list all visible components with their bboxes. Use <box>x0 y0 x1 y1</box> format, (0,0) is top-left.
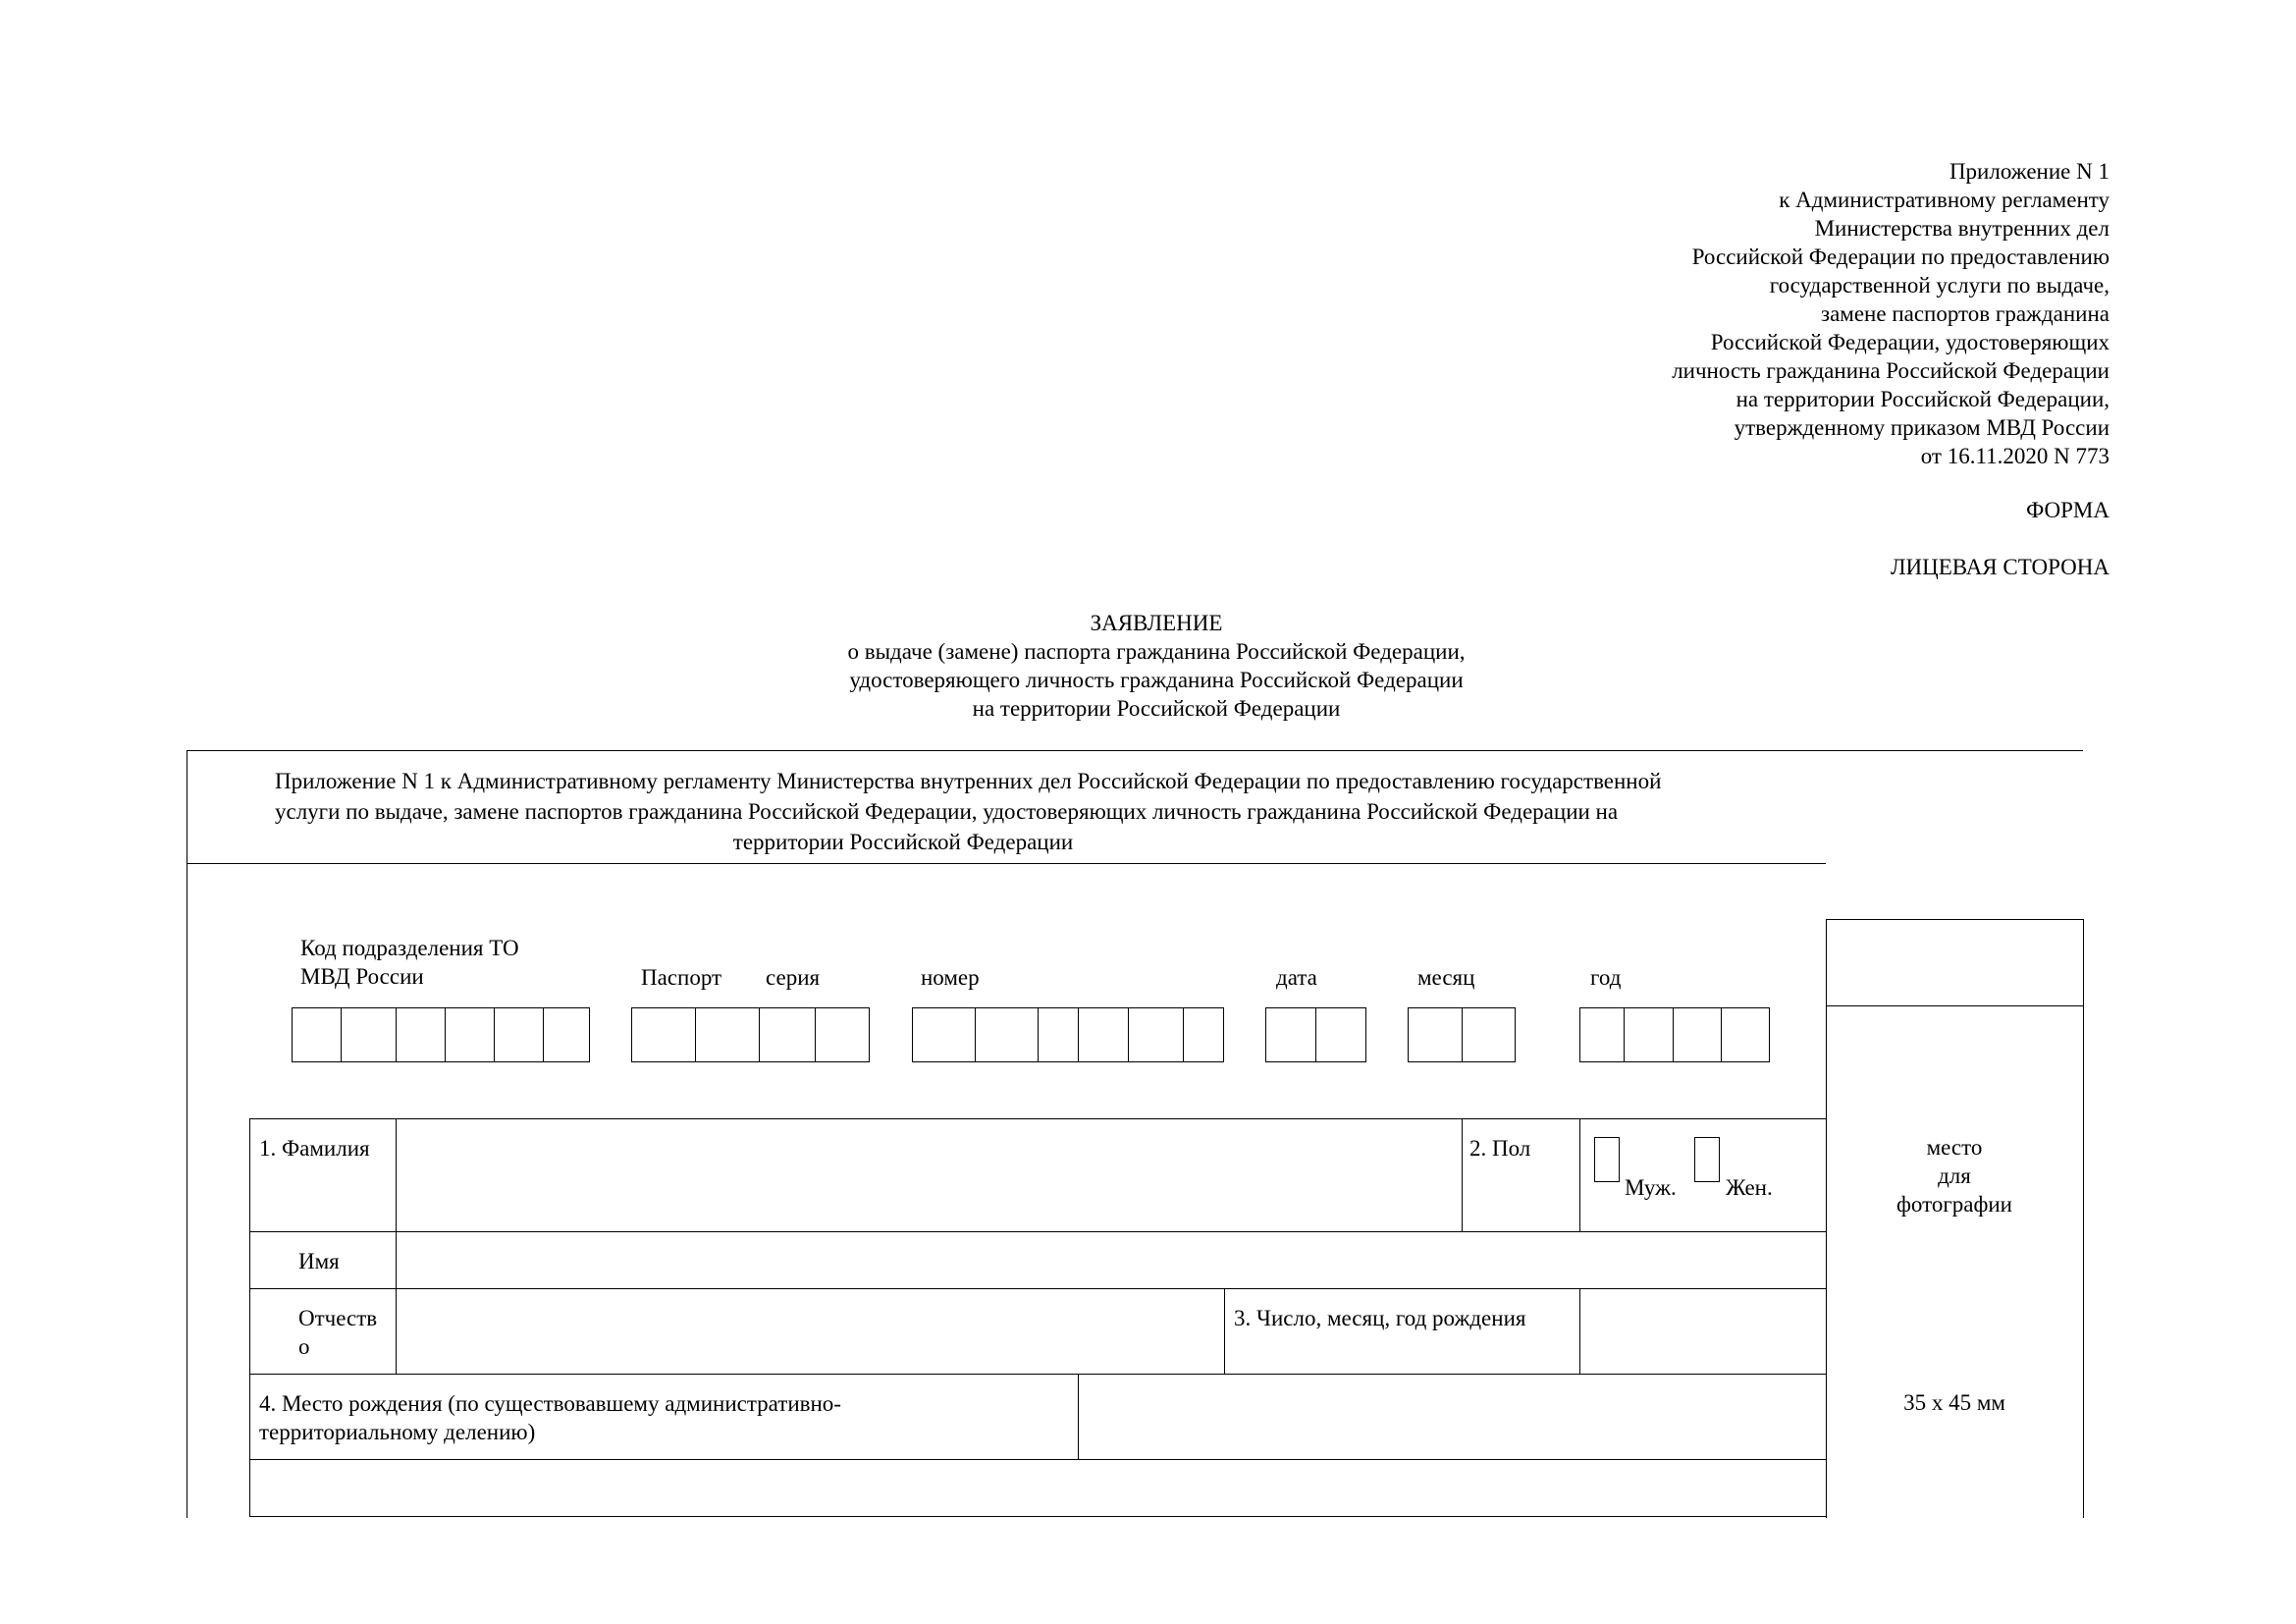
passport-number-cells <box>912 1007 1224 1062</box>
appendix-line: Приложение N 1 <box>1949 159 2109 184</box>
form-header-line: услуги по выдаче, замене паспортов гражданина Российской Федерации, удостоверяющих личность гражданина Российской Федерации на <box>275 799 1619 824</box>
photo-box-left-line <box>1826 919 1827 1518</box>
month-cell[interactable] <box>1463 1008 1515 1061</box>
surname-label: 1. Фамилия <box>259 1136 370 1161</box>
title-heading: ЗАЯВЛЕНИЕ <box>1090 611 1223 635</box>
photo-size: 35 х 45 мм <box>1903 1390 2005 1415</box>
side-label: ЛИЦЕВАЯ СТОРОНА <box>1890 555 2109 579</box>
dept-code-cell[interactable] <box>544 1008 589 1061</box>
title-line: на территории Российской Федерации <box>972 696 1341 721</box>
female-checkbox[interactable] <box>1694 1137 1720 1182</box>
dept-code-label: Код подразделения ТО <box>300 936 519 960</box>
year-cell[interactable] <box>1625 1008 1674 1061</box>
number-cell[interactable] <box>1079 1008 1129 1061</box>
appendix-line: Министерства внутренних дел <box>1814 216 2109 241</box>
table-line <box>249 1374 1826 1375</box>
dept-code-label: МВД России <box>300 964 424 989</box>
birth-date-label: 3. Число, месяц, год рождения <box>1234 1306 1526 1330</box>
number-cell[interactable] <box>1184 1008 1223 1061</box>
dept-code-cells <box>292 1007 590 1062</box>
form-header <box>275 766 1662 857</box>
birth-place-continuation-field[interactable] <box>251 1461 1824 1515</box>
photo-placeholder <box>1826 1133 2083 1218</box>
day-cell[interactable] <box>1316 1008 1365 1061</box>
number-cell[interactable] <box>976 1008 1039 1061</box>
year-cell[interactable] <box>1674 1008 1722 1061</box>
series-cell[interactable] <box>760 1008 816 1061</box>
appendix-line: утвержденному приказом МВД России <box>1734 415 2109 440</box>
year-label: год <box>1590 965 1622 990</box>
frame-top-line <box>187 750 2083 751</box>
table-line <box>249 1288 1826 1289</box>
appendix-header <box>1672 157 2109 470</box>
patronymic-label: о <box>298 1334 310 1359</box>
passport-series-cells <box>631 1007 870 1062</box>
male-label: Муж. <box>1625 1175 1677 1200</box>
appendix-line: замене паспортов гражданина <box>1821 301 2109 326</box>
appendix-line: на территории Российской Федерации, <box>1735 387 2109 411</box>
table-line <box>249 1118 1826 1119</box>
day-label: дата <box>1276 965 1317 990</box>
header-bottom-line <box>187 863 1826 864</box>
number-cell[interactable] <box>1039 1008 1079 1061</box>
photo-box-right-line <box>2083 919 2084 1518</box>
patronymic-field[interactable] <box>398 1290 1223 1373</box>
year-cells <box>1579 1007 1770 1062</box>
title-line: удостоверяющего личность гражданина Российской Федерации <box>849 668 1464 692</box>
table-line <box>1462 1118 1463 1231</box>
series-cell[interactable] <box>696 1008 760 1061</box>
table-line <box>1078 1374 1079 1459</box>
dept-code-cell[interactable] <box>342 1008 397 1061</box>
number-cell[interactable] <box>1129 1008 1184 1061</box>
birth-place-label: территориальному делению) <box>259 1420 536 1444</box>
photo-label: место <box>1926 1135 1983 1160</box>
form-header-line: территории Российской Федерации <box>732 830 1074 854</box>
appendix-line: Российской Федерации, удостоверяющих <box>1710 330 2109 354</box>
sex-label: 2. Пол <box>1469 1136 1531 1161</box>
number-label: номер <box>921 965 980 990</box>
table-line <box>249 1516 1826 1517</box>
table-line <box>249 1459 1826 1460</box>
dept-code-cell[interactable] <box>495 1008 544 1061</box>
appendix-line: к Административному регламенту <box>1779 188 2109 212</box>
table-line <box>249 1118 250 1516</box>
table-line <box>1579 1118 1580 1231</box>
birth-place-field[interactable] <box>1080 1376 1824 1458</box>
document-title <box>628 609 1684 723</box>
table-line <box>1579 1288 1580 1374</box>
table-line <box>396 1118 397 1374</box>
form-label: ФОРМА <box>2026 498 2109 522</box>
photo-box-top-line <box>1826 919 2083 920</box>
appendix-line: государственной услуги по выдаче, <box>1769 273 2109 298</box>
name-label: Имя <box>298 1249 340 1273</box>
passport-label: Паспорт <box>641 965 722 990</box>
day-cell[interactable] <box>1266 1008 1316 1061</box>
birth-place-label: 4. Место рождения (по существовавшему административно- <box>259 1391 841 1416</box>
photo-label: фотографии <box>1896 1192 2012 1217</box>
series-label: серия <box>766 965 821 990</box>
dept-code-cell[interactable] <box>446 1008 495 1061</box>
series-cell[interactable] <box>816 1008 869 1061</box>
appendix-line: Российской Федерации по предоставлению <box>1691 244 2109 269</box>
surname-field[interactable] <box>398 1120 1460 1230</box>
title-line: о выдаче (замене) паспорта гражданина Российской Федерации, <box>847 639 1466 664</box>
dept-code-cell[interactable] <box>397 1008 446 1061</box>
appendix-line: личность гражданина Российской Федерации <box>1672 358 2109 383</box>
year-cell[interactable] <box>1580 1008 1625 1061</box>
month-cells <box>1408 1007 1516 1062</box>
dept-code-cell[interactable] <box>293 1008 342 1061</box>
photo-label: для <box>1938 1164 1971 1188</box>
male-checkbox[interactable] <box>1594 1137 1620 1182</box>
series-cell[interactable] <box>632 1008 696 1061</box>
number-cell[interactable] <box>913 1008 976 1061</box>
birth-date-field[interactable] <box>1581 1290 1824 1373</box>
year-cell[interactable] <box>1722 1008 1769 1061</box>
appendix-line: от 16.11.2020 N 773 <box>1920 444 2109 468</box>
form-header-line: Приложение N 1 к Административному регламенту Министерства внутренних дел Российской Федерации по предоставлению государственной <box>275 769 1662 793</box>
name-field[interactable] <box>398 1233 1824 1287</box>
table-line <box>249 1231 1826 1232</box>
female-label: Жен. <box>1726 1175 1773 1200</box>
month-cell[interactable] <box>1409 1008 1463 1061</box>
table-line <box>1224 1288 1225 1374</box>
patronymic-label: Отчеств <box>298 1306 378 1330</box>
day-cells <box>1265 1007 1366 1062</box>
month-label: месяц <box>1417 965 1475 990</box>
photo-box-inner-line <box>1826 1005 2083 1006</box>
